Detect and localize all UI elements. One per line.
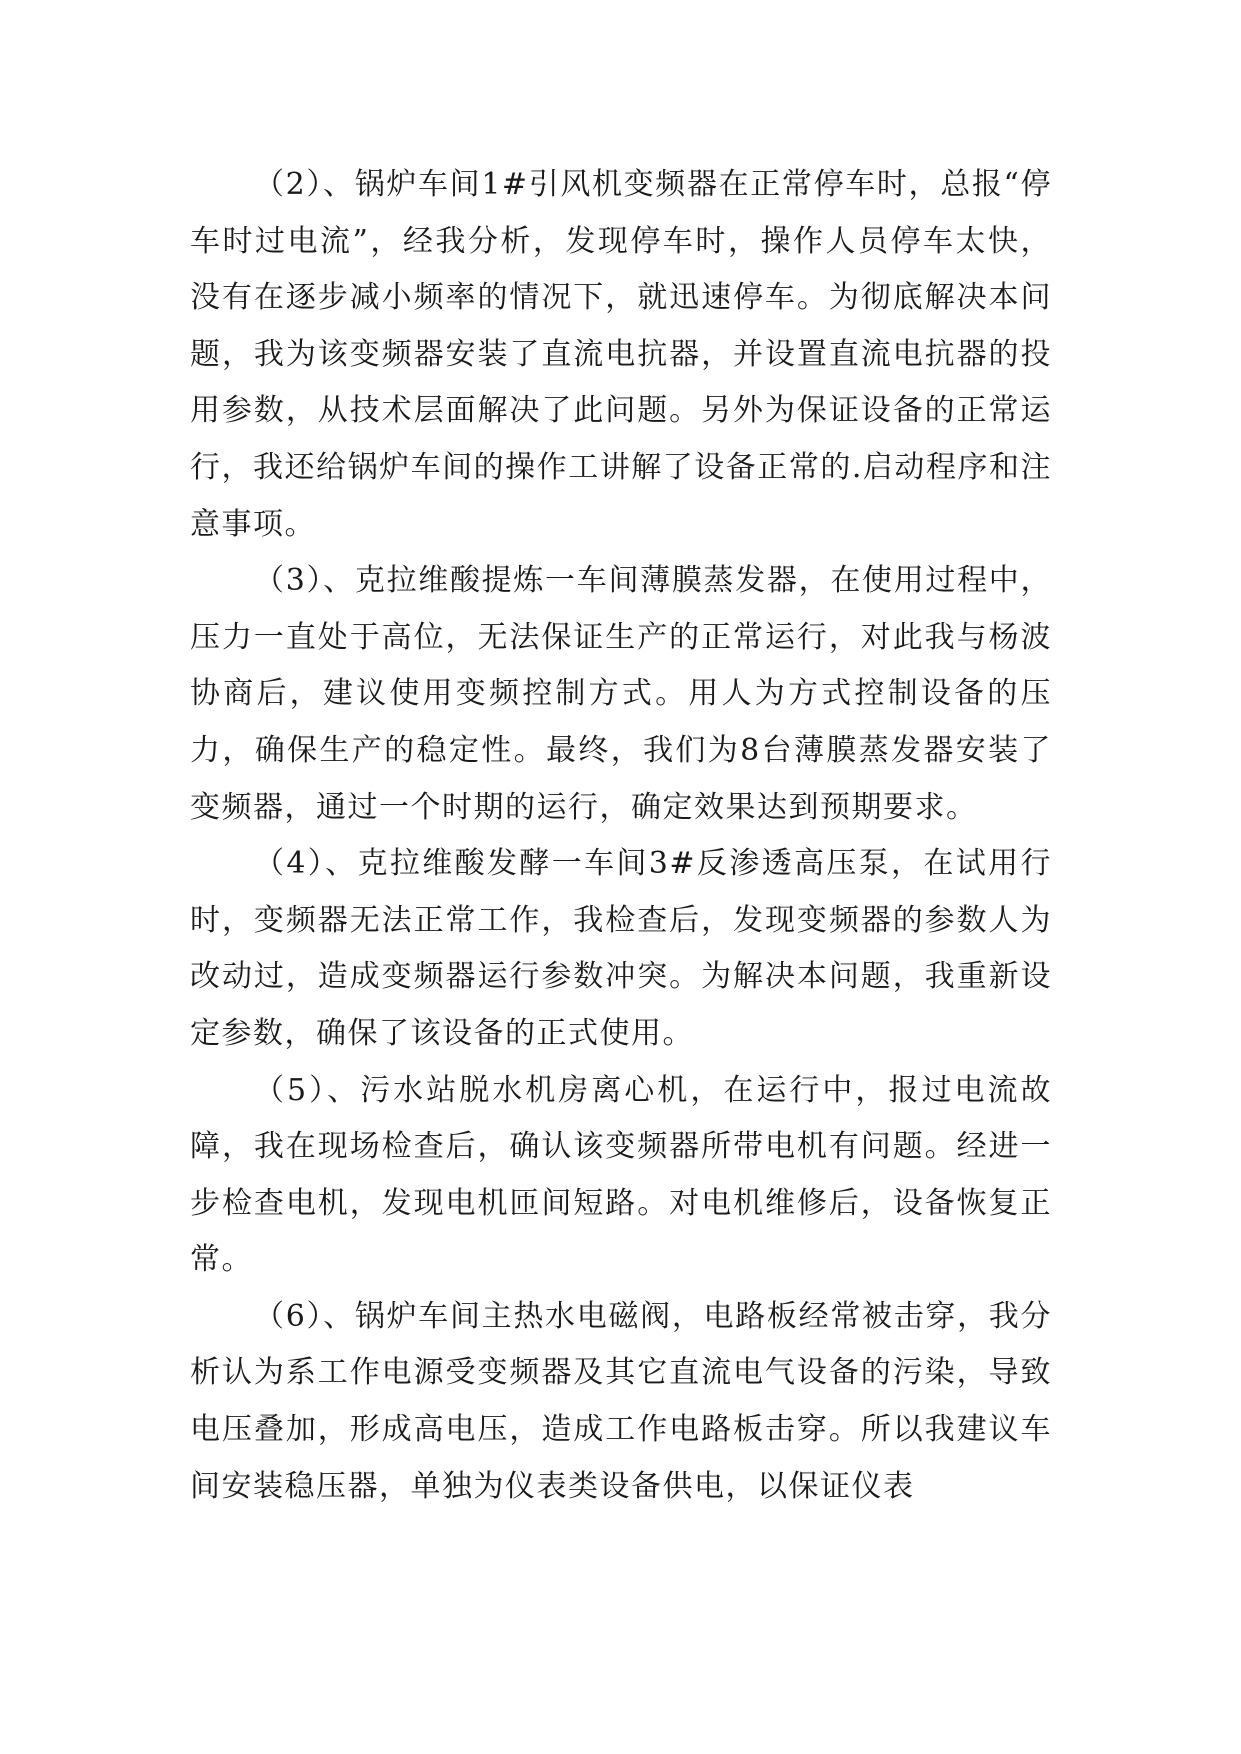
paragraph-4: （4）、克拉维酸发酵一车间3#反渗透高压泵，在试用行时，变频器无法正常工作，我检查后，发现变频器的参数人为改动过，造成变频器运行参数冲突。为解决本问题，我重新设定参数，确保了该设备的正式使用。 [190, 846, 1052, 1051]
paragraph-2: （2）、锅炉车间1#引风机变频器在正常停车时，总报“停车时过电流”，经我分析，发现停车时，操作人员停车太快，没有在逐步减小频率的情况下，就迅速停车。为彻底解决本问题，我为该变频器安装了直流电抗器，并设置直流电抗器的投用参数，从技术层面解决了此问题。另外为保证设备的正常运行，我还给锅炉车间的操作工讲解了设备正常的.启动程序和注意事项。 [190, 167, 1052, 542]
paragraph-3: （3）、克拉维酸提炼一车间薄膜蒸发器，在使用过程中，压力一直处于高位，无法保证生产的正常运行，对此我与杨波协商后，建议使用变频控制方式。用人为方式控制设备的压力，确保生产的稳定性。最终，我们为8台薄膜蒸发器安装了变频器，通过一个时期的运行，确定效果达到预期要求。 [190, 563, 1052, 825]
document-body [190, 157, 1052, 1515]
paragraph-6: （6）、锅炉车间主热水电磁阀，电路板经常被击穿，我分析认为系工作电源受变频器及其它直流电气设备的污染，导致电压叠加，形成高电压，造成工作电路板击穿。所以我建议车间安装稳压器，单独为仪表类设备供电，以保证仪表 [190, 1298, 1052, 1504]
paragraph-5: （5）、污水站脱水机房离心机，在运行中，报过电流故障，我在现场检查后，确认该变频器所带电机有问题。经进一步检查电机，发现电机匝间短路。对电机维修后，设备恢复正常。 [190, 1072, 1052, 1278]
